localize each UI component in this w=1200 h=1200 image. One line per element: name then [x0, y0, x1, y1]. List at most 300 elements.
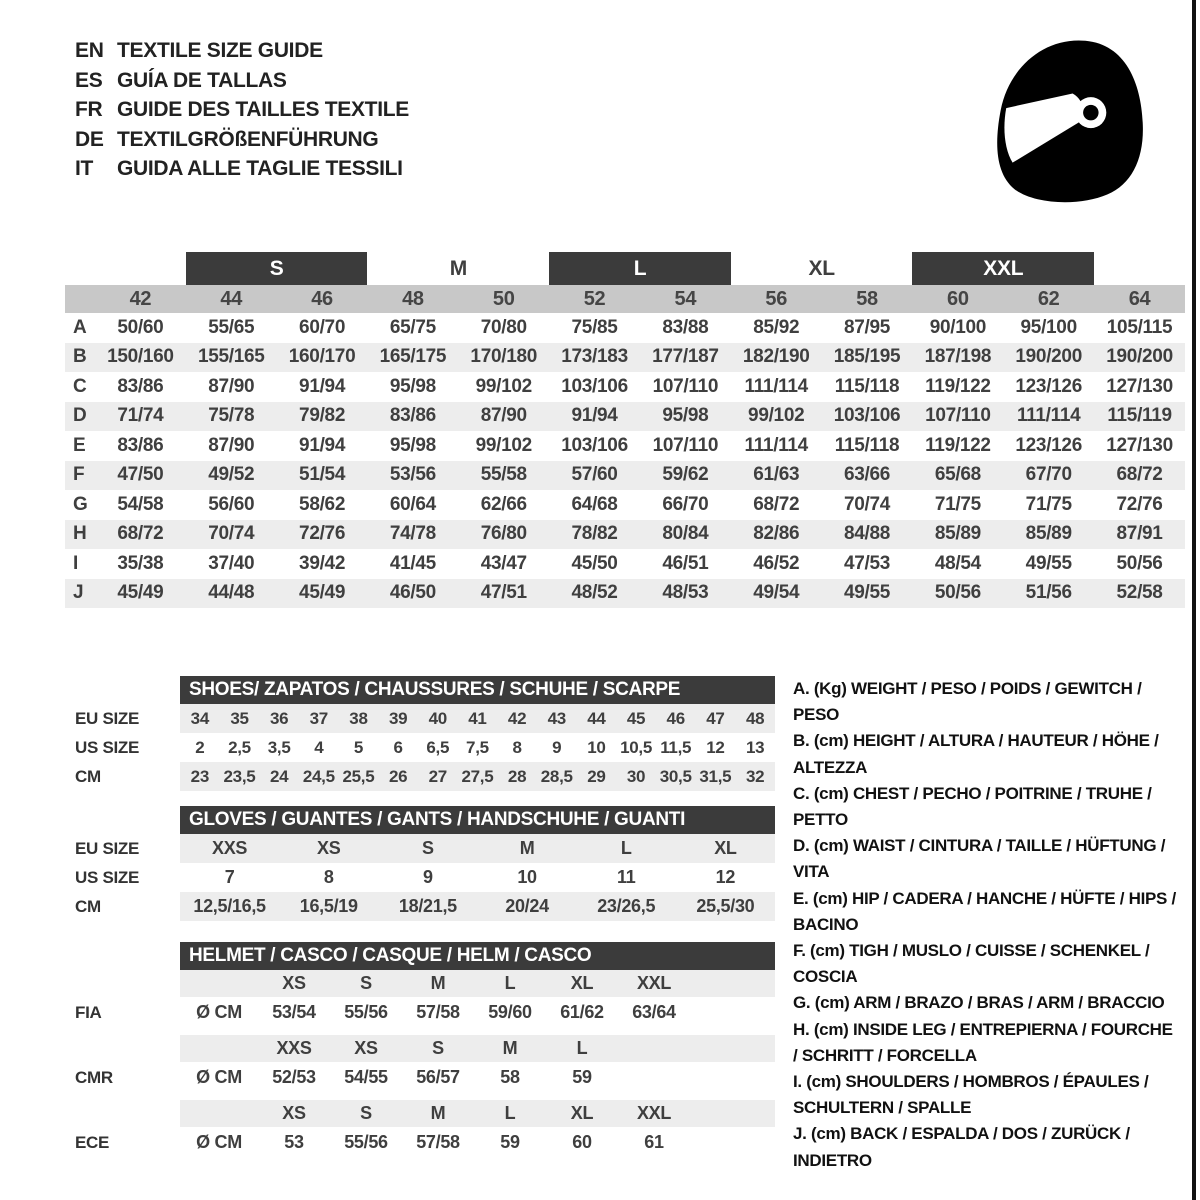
value-cell: 177/187 — [640, 343, 731, 373]
value-cell: 50/56 — [912, 579, 1003, 609]
numeric-size-cell: 62 — [1003, 285, 1094, 313]
value-cell: 79/82 — [277, 402, 368, 432]
value-cell: 91/94 — [299, 434, 346, 456]
value-cell: Ø CM — [196, 1002, 242, 1022]
value-cell: 18/21,5 — [378, 892, 477, 921]
value-cell: 3,5 — [267, 737, 291, 757]
value-cell: 87/90 — [458, 402, 549, 432]
value-cell: 71/75 — [1025, 493, 1072, 515]
spacer-cell — [65, 252, 186, 285]
value-cell: 36 — [259, 704, 299, 733]
value-cell: 155/165 — [186, 343, 277, 373]
value-cell: 123/126 — [1015, 434, 1082, 456]
table-row — [65, 343, 1185, 373]
value-cell: 95/98 — [389, 375, 436, 397]
row-label: CM — [75, 896, 101, 916]
value-cell: 58 — [500, 1067, 520, 1087]
legend-item: H. (cm) INSIDE LEG / ENTREPIERNA / FOURCHE / SCHRITT / FORCELLA — [793, 1019, 1173, 1065]
value-cell: 83/88 — [662, 316, 709, 338]
racing-helmet-icon — [975, 28, 1163, 210]
garment-size-table — [65, 252, 1185, 608]
value-cell: 85/89 — [912, 520, 1003, 550]
value-cell: 150/160 — [95, 343, 186, 373]
value-cell: 84/88 — [822, 520, 913, 550]
value-cell: 55/56 — [344, 1132, 388, 1152]
value-cell: XL — [676, 834, 775, 863]
value-cell: 72/76 — [1116, 493, 1163, 515]
value-cell: 41 — [458, 704, 498, 733]
table-row — [65, 834, 775, 863]
value-cell: 51/54 — [277, 461, 368, 491]
value-cell: S — [330, 1097, 402, 1128]
row-label: CM — [75, 766, 101, 786]
value-cell: 82/86 — [731, 520, 822, 550]
value-cell: 49/54 — [731, 579, 822, 609]
value-cell: 52/53 — [272, 1067, 316, 1087]
value-cell: 87/91 — [1094, 520, 1185, 550]
row-label: A — [73, 316, 87, 338]
value-cell: 31,5 — [696, 762, 736, 791]
value-cell: 7 — [224, 867, 235, 887]
numeric-size-row — [65, 285, 1185, 313]
value-cell: XS — [279, 834, 378, 863]
helmet-size-table — [65, 942, 775, 1158]
value-cell: 45/49 — [277, 579, 368, 609]
value-cell: 23/26,5 — [577, 892, 676, 921]
gloves-rows — [65, 834, 775, 921]
row-label — [65, 970, 180, 997]
value-cell: 16,5/19 — [279, 892, 378, 921]
value-cell: 44/48 — [186, 579, 277, 609]
table-row — [65, 372, 1185, 402]
value-cell: 87/90 — [208, 434, 255, 456]
value-cell — [618, 1032, 690, 1063]
value-cell: 63/66 — [822, 461, 913, 491]
value-cell: 57/58 — [416, 1002, 460, 1022]
value-cell: XXS — [258, 1032, 330, 1063]
value-cell: 68/72 — [753, 493, 800, 515]
value-cell: 115/118 — [834, 375, 900, 397]
value-cell: 28,5 — [537, 762, 577, 791]
value-cell: 59/60 — [488, 1002, 532, 1022]
value-cell: 60/70 — [299, 316, 346, 338]
value-cell: 37 — [299, 704, 339, 733]
legend-item: G. (cm) ARM / BRAZO / BRAS / ARM / BRACCIO — [793, 993, 1165, 1013]
value-cell: 95/98 — [389, 434, 436, 456]
row-label: US SIZE — [75, 737, 140, 757]
value-cell: 70/74 — [186, 520, 277, 550]
value-cell: 23,5 — [220, 762, 260, 791]
shoes-rows — [65, 704, 775, 791]
value-cell: 57/58 — [416, 1132, 460, 1152]
value-cell: 39 — [378, 704, 418, 733]
measurement-rows — [65, 313, 1185, 608]
value-cell: 27,5 — [458, 762, 498, 791]
value-cell: 11,5 — [660, 737, 692, 757]
row-label — [65, 1032, 180, 1063]
value-cell: 11 — [616, 867, 636, 887]
row-label: C — [73, 375, 87, 397]
measurement-legend — [793, 676, 1181, 1174]
legend-item: A. (Kg) WEIGHT / PESO / POIDS / GEWITCH / PESO — [793, 679, 1142, 725]
value-cell: 49/55 — [1025, 552, 1072, 574]
table-row — [65, 704, 775, 733]
numeric-size-cell: 52 — [549, 285, 640, 313]
value-cell: 20/24 — [477, 892, 576, 921]
row-label: I — [73, 552, 78, 574]
value-cell: 48/52 — [549, 579, 640, 609]
value-cell: 49/55 — [822, 579, 913, 609]
value-cell: 8 — [323, 867, 334, 887]
value-cell: XL — [546, 1097, 618, 1128]
value-cell: 66/70 — [662, 493, 709, 515]
value-cell: 111/114 — [1003, 402, 1094, 432]
value-cell: 46/52 — [753, 552, 800, 574]
value-cell: 70/74 — [844, 493, 891, 515]
table-row — [65, 892, 775, 921]
value-cell: 55/56 — [344, 1002, 388, 1022]
value-cell: 47/51 — [458, 579, 549, 609]
language-row — [75, 95, 409, 125]
value-cell: 170/180 — [458, 343, 549, 373]
row-label: H — [65, 520, 95, 550]
spacer-cell — [1094, 252, 1185, 285]
table-row — [65, 762, 775, 791]
value-cell — [690, 1062, 775, 1097]
size-group-xxl: XXL — [912, 252, 1094, 285]
table-row — [65, 1097, 775, 1128]
value-cell: 53/56 — [367, 461, 458, 491]
value-cell: 56/60 — [208, 493, 255, 515]
value-cell: 68/72 — [95, 520, 186, 550]
value-cell: 190/200 — [1094, 343, 1185, 373]
value-cell: 103/106 — [561, 434, 628, 456]
value-cell: 61 — [644, 1132, 664, 1152]
value-cell: 119/122 — [925, 434, 991, 456]
numeric-size-cell: 54 — [640, 285, 731, 313]
value-cell: 58/62 — [299, 493, 346, 515]
value-cell: 10,5 — [620, 737, 652, 757]
legend-item: I. (cm) SHOULDERS / HOMBROS / ÉPAULES / SCHULTERN / SPALLE — [793, 1072, 1149, 1118]
value-cell — [180, 1032, 258, 1063]
value-cell: 8 — [512, 737, 522, 757]
value-cell: 111/114 — [744, 434, 808, 456]
value-cell: 165/175 — [367, 343, 458, 373]
value-cell: 95/100 — [1020, 316, 1077, 338]
numeric-size-cell: 64 — [1094, 285, 1185, 313]
value-cell: 185/195 — [822, 343, 913, 373]
value-cell: 60/64 — [389, 493, 436, 515]
size-group-xl: XL — [808, 256, 835, 280]
value-cell: 99/102 — [731, 402, 822, 432]
value-cell: XXS — [180, 834, 279, 863]
value-cell: 13 — [745, 737, 765, 757]
legend-item: E. (cm) HIP / CADERA / HANCHE / HÜFTE / HIPS / BACINO — [793, 888, 1176, 934]
value-cell: 53/54 — [272, 1002, 316, 1022]
helmet-rows — [65, 970, 775, 1158]
row-label — [65, 1097, 180, 1128]
value-cell: 83/86 — [367, 402, 458, 432]
value-cell: 85/89 — [1003, 520, 1094, 550]
value-cell: XS — [258, 1097, 330, 1128]
value-cell: L — [474, 1097, 546, 1128]
value-cell: 103/106 — [822, 402, 913, 432]
value-cell: 190/200 — [1003, 343, 1094, 373]
value-cell: 53 — [284, 1132, 304, 1152]
value-cell: 103/106 — [561, 375, 628, 397]
value-cell: XXL — [618, 1097, 690, 1128]
value-cell: 91/94 — [549, 402, 640, 432]
value-cell: M — [477, 834, 576, 863]
table-row — [65, 520, 1185, 550]
table-row — [65, 970, 775, 997]
value-cell: 61/62 — [560, 1002, 604, 1022]
value-cell: 87/90 — [208, 375, 255, 397]
size-group-l: L — [549, 252, 731, 285]
value-cell: 95/98 — [640, 402, 731, 432]
value-cell: 74/78 — [367, 520, 458, 550]
row-label: EU SIZE — [75, 708, 140, 728]
value-cell: 29 — [577, 762, 617, 791]
value-cell: 80/84 — [640, 520, 731, 550]
value-cell: 60 — [572, 1132, 592, 1152]
value-cell: S — [378, 834, 477, 863]
value-cell: 52/58 — [1094, 579, 1185, 609]
spacer-cell — [65, 285, 95, 313]
numeric-size-cell: 48 — [367, 285, 458, 313]
row-label: EU SIZE — [75, 838, 140, 858]
value-cell: 99/102 — [475, 375, 532, 397]
value-cell: M — [402, 970, 474, 997]
language-row — [75, 154, 409, 184]
value-cell: XS — [258, 970, 330, 997]
value-cell: 54/58 — [117, 493, 164, 515]
value-cell: 90/100 — [929, 316, 987, 338]
size-group-row — [65, 252, 1185, 285]
value-cell: 62/66 — [480, 493, 527, 515]
value-cell: 45 — [616, 704, 656, 733]
value-cell: 75/78 — [186, 402, 277, 432]
value-cell: 173/183 — [549, 343, 640, 373]
value-cell: 119/122 — [925, 375, 991, 397]
table-row — [65, 579, 1185, 609]
value-cell: 87/95 — [844, 316, 891, 338]
value-cell: 127/130 — [1106, 434, 1173, 456]
value-cell — [690, 1097, 775, 1128]
value-cell: 63/64 — [632, 1002, 676, 1022]
value-cell: 24,5 — [299, 762, 339, 791]
language-row — [75, 66, 409, 96]
value-cell: 30,5 — [656, 762, 696, 791]
row-label: CMR — [75, 1067, 113, 1087]
value-cell: 49/52 — [186, 461, 277, 491]
value-cell — [180, 1097, 258, 1128]
value-cell: 45/50 — [571, 552, 618, 574]
value-cell: 39/42 — [299, 552, 346, 574]
guide-title: GUIDE DES TAILLES TEXTILE — [117, 98, 409, 121]
value-cell: 107/110 — [652, 375, 719, 397]
value-cell: 71/75 — [934, 493, 981, 515]
table-row — [65, 461, 1185, 491]
value-cell: 76/80 — [458, 520, 549, 550]
value-cell: 24 — [259, 762, 299, 791]
value-cell: L — [546, 1032, 618, 1063]
value-cell: 2 — [195, 737, 205, 757]
value-cell — [618, 1062, 690, 1097]
value-cell: 26 — [378, 762, 418, 791]
value-cell: 28 — [497, 762, 537, 791]
value-cell: 46/50 — [367, 579, 458, 609]
row-label: E — [73, 434, 86, 456]
value-cell: M — [474, 1032, 546, 1063]
value-cell: 10 — [587, 737, 606, 757]
shoes-table-title: SHOES/ ZAPATOS / CHAUSSURES / SCHUHE / SCARPE — [180, 676, 775, 704]
language-row — [75, 36, 409, 66]
value-cell: XL — [546, 970, 618, 997]
value-cell: 91/94 — [299, 375, 346, 397]
language-code: DE — [75, 127, 104, 151]
value-cell: 47/53 — [844, 552, 891, 574]
value-cell: 70/80 — [480, 316, 527, 338]
row-label: G — [73, 493, 88, 515]
value-cell: 57/60 — [549, 461, 640, 491]
value-cell: 68/72 — [1094, 461, 1185, 491]
value-cell: 27 — [418, 762, 458, 791]
value-cell: 75/85 — [571, 316, 618, 338]
value-cell: 48 — [735, 704, 775, 733]
table-row — [65, 1127, 775, 1158]
value-cell: 6 — [393, 737, 403, 757]
value-cell: 182/190 — [731, 343, 822, 373]
value-cell: 46 — [656, 704, 696, 733]
value-cell — [690, 1127, 775, 1158]
value-cell: 54/55 — [344, 1067, 388, 1087]
table-row — [65, 1062, 775, 1097]
value-cell: 6,5 — [426, 737, 450, 757]
row-label: J — [65, 579, 95, 609]
table-row — [65, 1032, 775, 1063]
value-cell: 12 — [715, 867, 736, 887]
value-cell: 47/50 — [95, 461, 186, 491]
guide-title: GUÍA DE TALLAS — [117, 68, 287, 92]
value-cell: 99/102 — [475, 434, 532, 456]
value-cell: 59 — [500, 1132, 520, 1152]
value-cell: 10 — [517, 867, 537, 887]
value-cell: 32 — [735, 762, 775, 791]
language-code: IT — [75, 157, 94, 180]
value-cell: 51/56 — [1003, 579, 1094, 609]
value-cell: 35/38 — [117, 552, 164, 574]
value-cell — [690, 970, 775, 997]
language-code: EN — [75, 39, 104, 62]
table-row — [65, 733, 775, 762]
value-cell: 65/75 — [389, 316, 436, 338]
helmet-table-title: HELMET / CASCO / CASQUE / HELM / CASCO — [180, 942, 775, 970]
numeric-size-cell: 42 — [95, 285, 186, 313]
language-code: FR — [75, 98, 103, 121]
value-cell: 30 — [616, 762, 656, 791]
language-code: ES — [75, 68, 103, 92]
row-label: ECE — [75, 1132, 110, 1152]
numeric-size-cell: 58 — [822, 285, 913, 313]
value-cell: 44 — [577, 704, 617, 733]
legend-item: D. (cm) WAIST / CINTURA / TAILLE / HÜFTUNG / VITA — [793, 836, 1166, 882]
value-cell: 48/53 — [640, 579, 731, 609]
value-cell: 105/115 — [1106, 316, 1173, 338]
value-cell: 4 — [314, 737, 324, 757]
row-label: US SIZE — [75, 867, 140, 887]
legend-item: J. (cm) BACK / ESPALDA / DOS / ZURÜCK / INDIETRO — [793, 1124, 1130, 1170]
row-label: F — [65, 461, 95, 491]
value-cell: S — [402, 1032, 474, 1063]
value-cell: 65/68 — [912, 461, 1003, 491]
language-row — [75, 125, 409, 155]
value-cell: Ø CM — [196, 1067, 242, 1087]
value-cell: 50/60 — [117, 316, 164, 338]
value-cell: 83/86 — [117, 434, 164, 456]
value-cell: M — [402, 1097, 474, 1128]
value-cell: 42 — [497, 704, 537, 733]
value-cell — [180, 970, 258, 997]
value-cell: XS — [330, 1032, 402, 1063]
numeric-size-cell: 50 — [458, 285, 549, 313]
value-cell: 50/56 — [1116, 552, 1163, 574]
size-group-m: M — [449, 256, 467, 280]
value-cell: 2,5 — [228, 737, 251, 757]
value-cell: 111/114 — [744, 375, 808, 397]
value-cell: 23 — [180, 762, 220, 791]
numeric-size-cell: 44 — [186, 285, 277, 313]
value-cell: 12,5/16,5 — [180, 892, 279, 921]
guide-title: TEXTILGRÖßENFÜHRUNG — [117, 127, 379, 151]
value-cell — [690, 1032, 775, 1063]
legend-item: F. (cm) TIGH / MUSLO / CUISSE / SCHENKEL / COSCIA — [793, 941, 1150, 987]
value-cell: 107/110 — [652, 434, 719, 456]
value-cell: 35 — [220, 704, 260, 733]
value-cell: 9 — [552, 737, 562, 757]
value-cell: 67/70 — [1003, 461, 1094, 491]
numeric-size-cell: 56 — [731, 285, 822, 313]
size-group-s: S — [186, 252, 368, 285]
numeric-size-cell: 60 — [912, 285, 1003, 313]
value-cell: 48/54 — [934, 552, 981, 574]
guide-title: GUIDA ALLE TAGLIE TESSILI — [117, 157, 403, 180]
value-cell: 127/130 — [1106, 375, 1173, 397]
value-cell: 12 — [706, 737, 725, 757]
value-cell: 83/86 — [117, 375, 164, 397]
value-cell: 71/74 — [95, 402, 186, 432]
value-cell: L — [577, 834, 676, 863]
value-cell: 46/51 — [662, 552, 709, 574]
row-label: B — [65, 343, 95, 373]
value-cell: 40 — [418, 704, 458, 733]
table-row — [65, 431, 1185, 461]
value-cell: 78/82 — [549, 520, 640, 550]
table-row — [65, 863, 775, 892]
value-cell: 25,5 — [339, 762, 379, 791]
table-row — [65, 313, 1185, 343]
gloves-size-table — [65, 806, 775, 921]
value-cell: 38 — [339, 704, 379, 733]
value-cell: Ø CM — [196, 1132, 242, 1152]
value-cell: 25,5/30 — [676, 892, 775, 921]
table-row — [65, 402, 1185, 432]
value-cell: 115/119 — [1094, 402, 1185, 432]
value-cell: 34 — [180, 704, 220, 733]
value-cell: 64/68 — [571, 493, 618, 515]
value-cell: 115/118 — [834, 434, 900, 456]
value-cell: 56/57 — [416, 1067, 460, 1087]
